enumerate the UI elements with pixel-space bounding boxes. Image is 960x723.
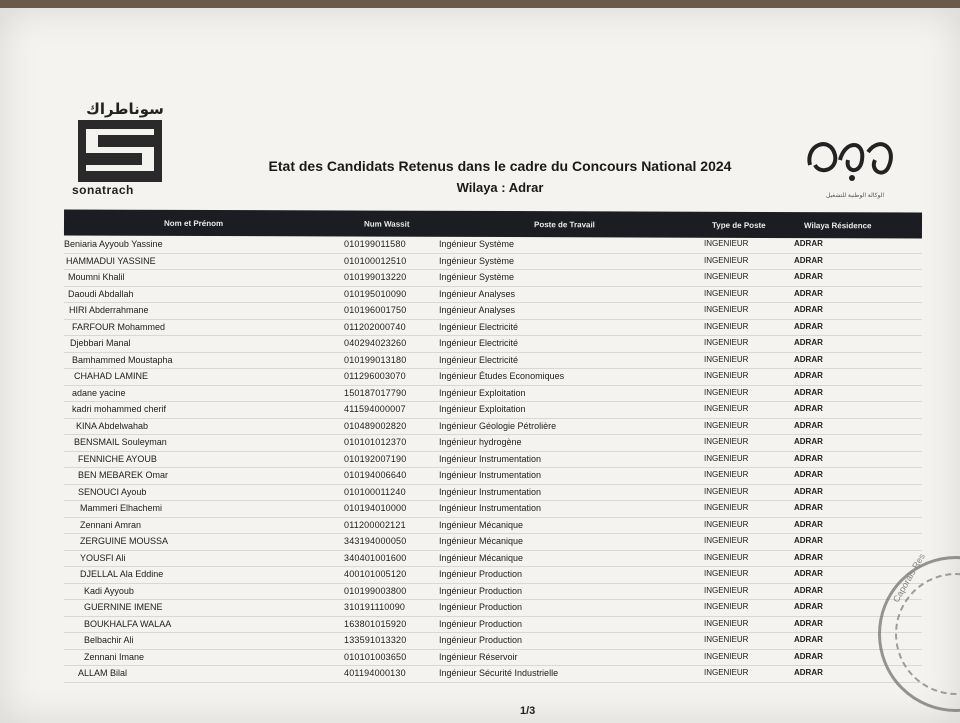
cell-num-wassit: 010199013180 — [344, 354, 407, 365]
cell-type-poste: INGENIEUR — [704, 503, 749, 512]
table-row — [64, 402, 922, 419]
cell-wilaya: ADRAR — [794, 371, 823, 380]
cell-type-poste: INGENIEUR — [704, 651, 749, 661]
header-nom-prenom: Nom et Prénom — [163, 218, 224, 229]
sonatrach-logo — [72, 100, 168, 200]
candidates-table — [64, 211, 922, 683]
cell-name: DJELLAL Ala Eddine — [80, 569, 164, 579]
cell-wilaya: ADRAR — [794, 651, 823, 661]
cell-num-wassit: 010196001750 — [344, 305, 407, 315]
cell-num-wassit: 400101005120 — [344, 569, 407, 579]
cell-num-wassit: 010194010000 — [344, 503, 407, 513]
header-wilaya: Wilaya Résidence — [803, 221, 872, 231]
cell-poste: Ingénieur Sécurité Industrielle — [439, 668, 559, 678]
cell-num-wassit: 010100012510 — [344, 255, 407, 266]
cell-num-wassit: 010199011580 — [344, 239, 406, 249]
cell-type-poste: INGENIEUR — [704, 618, 749, 628]
cell-poste: Ingénieur Exploitation — [439, 404, 526, 414]
cell-name: KINA Abdelwahab — [76, 420, 149, 431]
table-row — [64, 369, 922, 386]
cell-type-poste: INGENIEUR — [704, 288, 749, 298]
cell-poste: Ingénieur Mécanique — [439, 552, 524, 563]
title-line-2: Wilaya : Adrar — [456, 180, 544, 195]
cell-type-poste: INGENIEUR — [704, 338, 749, 347]
table-row — [64, 600, 922, 617]
cell-name: YOUSFI Ali — [80, 552, 126, 563]
cell-poste: Ingénieur Études Economiques — [439, 371, 565, 381]
cell-poste: Ingénieur Instrumentation — [439, 470, 542, 480]
cell-num-wassit: 010489002820 — [344, 420, 407, 431]
cell-poste: Ingénieur Réservoir — [439, 651, 518, 662]
cell-poste: Ingénieur Instrumentation — [439, 486, 542, 497]
sonatrach-emblem-icon — [78, 120, 162, 182]
cell-wilaya: ADRAR — [794, 239, 823, 248]
cell-num-wassit: 010194006640 — [344, 470, 407, 480]
table-row — [64, 633, 922, 650]
cell-wilaya: ADRAR — [794, 602, 823, 611]
cell-poste: Ingénieur Electricité — [439, 338, 519, 348]
cell-type-poste: INGENIEUR — [704, 552, 749, 562]
cell-name: Beniaria Ayyoub Yassine — [64, 239, 163, 249]
cell-name: adane yacine — [72, 387, 126, 398]
header-poste: Poste de Travail — [533, 220, 595, 230]
cell-poste: Ingénieur Analyses — [439, 305, 516, 315]
cell-type-poste: INGENIEUR — [704, 536, 749, 545]
cell-name: GUERNINE IMENE — [84, 602, 163, 612]
cell-wilaya: ADRAR — [794, 437, 823, 446]
table-row — [64, 320, 922, 337]
cell-name: Kadi Ayyoub — [84, 585, 134, 596]
cell-name: SENOUCI Ayoub — [78, 486, 147, 497]
table-row — [64, 534, 922, 551]
cell-num-wassit: 310191110090 — [344, 602, 406, 612]
cell-name: Belbachir Ali — [84, 635, 134, 645]
table-row — [64, 551, 922, 568]
cell-poste: Ingénieur Système — [439, 255, 515, 266]
cell-name: Mammeri Elhachemi — [80, 503, 163, 513]
cell-poste: Ingénieur Production — [439, 569, 523, 579]
cell-type-poste: INGENIEUR — [704, 569, 749, 578]
cell-name: Moumni Khalil — [68, 272, 125, 282]
table-row — [64, 435, 922, 452]
cell-type-poste: INGENIEUR — [704, 437, 749, 446]
cell-name: ALLAM Bilal — [78, 668, 128, 678]
cell-poste: Ingénieur Système — [439, 239, 515, 249]
cell-type-poste: INGENIEUR — [704, 387, 749, 397]
cell-wilaya: ADRAR — [794, 272, 823, 281]
cell-wilaya: ADRAR — [794, 420, 823, 430]
cell-num-wassit: 010195010090 — [344, 288, 407, 299]
header-type-poste: Type de Poste — [711, 220, 766, 230]
cell-poste: Ingénieur Exploitation — [439, 387, 526, 398]
cell-type-poste: INGENIEUR — [704, 486, 749, 496]
cell-type-poste: INGENIEUR — [704, 420, 749, 430]
cell-type-poste: INGENIEUR — [704, 354, 749, 364]
cell-wilaya: ADRAR — [794, 536, 823, 545]
table-row — [64, 287, 922, 304]
cell-type-poste: INGENIEUR — [704, 305, 749, 314]
cell-name: FARFOUR Mohammed — [72, 321, 166, 332]
cell-poste: Ingénieur Production — [439, 618, 523, 629]
cell-num-wassit: 163801015920 — [344, 618, 407, 629]
cell-wilaya: ADRAR — [794, 387, 823, 397]
cell-poste: Ingénieur Système — [439, 272, 515, 282]
table-row — [64, 518, 922, 535]
cell-wilaya: ADRAR — [794, 404, 823, 413]
cell-wilaya: ADRAR — [794, 552, 823, 562]
cell-wilaya: ADRAR — [794, 569, 823, 578]
table-row — [64, 254, 922, 271]
cell-type-poste: INGENIEUR — [704, 272, 749, 281]
cell-name: BOUKHALFA WALAA — [84, 618, 172, 629]
table-row — [64, 501, 922, 518]
table-row — [64, 617, 922, 634]
cell-name: Zennani Amran — [80, 519, 142, 530]
cell-type-poste: INGENIEUR — [704, 371, 749, 380]
cell-num-wassit: 401194000130 — [344, 668, 406, 678]
sonatrach-brand: sonatrach — [72, 183, 134, 197]
table-row — [64, 237, 922, 254]
cell-name: FENNICHE AYOUB — [78, 453, 157, 464]
cell-wilaya: ADRAR — [794, 288, 823, 298]
table-row — [64, 567, 922, 584]
cell-name: ZERGUINE MOUSSA — [80, 536, 169, 546]
cell-name: Bamhammed Moustapha — [72, 354, 173, 365]
cell-num-wassit: 150187017790 — [344, 387, 407, 398]
cell-type-poste: INGENIEUR — [704, 453, 749, 463]
cell-wilaya: ADRAR — [794, 618, 823, 628]
table-row — [64, 485, 922, 502]
cell-type-poste: INGENIEUR — [704, 255, 749, 265]
table-row — [64, 386, 922, 403]
cell-num-wassit: 010100011240 — [344, 486, 406, 497]
cell-type-poste: INGENIEUR — [704, 668, 749, 677]
cell-wilaya: ADRAR — [794, 503, 823, 512]
cell-poste: Ingénieur Analyses — [439, 288, 516, 299]
cell-wilaya: ADRAR — [794, 486, 823, 496]
cell-type-poste: INGENIEUR — [704, 519, 749, 529]
cell-num-wassit: 010199003800 — [344, 585, 407, 596]
cell-num-wassit: 040294023260 — [344, 338, 407, 348]
cell-num-wassit: 011200002121 — [344, 519, 406, 530]
cell-num-wassit: 343194000050 — [344, 536, 407, 546]
cell-type-poste: INGENIEUR — [704, 470, 749, 479]
cell-wilaya: ADRAR — [794, 453, 823, 463]
cell-name: Daoudi Abdallah — [68, 288, 134, 299]
cell-num-wassit: 010192007190 — [344, 453, 407, 464]
table-row — [64, 270, 922, 287]
cell-poste: Ingénieur Electricité — [439, 321, 519, 332]
cell-num-wassit: 340401001600 — [344, 552, 407, 563]
cell-name: HAMMADUI YASSINE — [66, 255, 156, 266]
cell-num-wassit: 011296003070 — [344, 371, 406, 381]
cell-poste: Ingénieur hydrogène — [439, 437, 522, 447]
table-row — [64, 452, 922, 469]
cell-poste: Ingénieur Electricité — [439, 354, 519, 365]
cell-wilaya: ADRAR — [794, 305, 823, 314]
cell-num-wassit: 411594000007 — [344, 404, 406, 414]
cell-poste: Ingénieur Production — [439, 585, 523, 596]
cell-num-wassit: 010101012370 — [344, 437, 407, 447]
cell-poste: Ingénieur Production — [439, 602, 523, 612]
stamp-text: Caporals Res — [891, 551, 927, 604]
table-row — [64, 353, 922, 370]
cell-name: CHAHAD LAMINE — [74, 371, 149, 381]
cell-wilaya: ADRAR — [794, 338, 823, 347]
agency-caption: الوكالة الوطنية للتشغيل — [825, 193, 885, 199]
cell-wilaya: ADRAR — [794, 668, 823, 677]
document-page — [0, 8, 960, 723]
cell-poste: Ingénieur Géologie Pétrolière — [439, 420, 557, 431]
table-row — [64, 303, 922, 320]
cell-name: kadri mohammed cherif — [72, 404, 167, 414]
cell-wilaya: ADRAR — [794, 255, 823, 265]
agency-calligraphy-icon — [800, 130, 900, 185]
cell-poste: Ingénieur Instrumentation — [439, 453, 542, 464]
agency-logo — [800, 130, 910, 210]
cell-type-poste: INGENIEUR — [704, 602, 749, 611]
cell-type-poste: INGENIEUR — [704, 321, 749, 331]
cell-wilaya: ADRAR — [794, 519, 823, 529]
cell-wilaya: ADRAR — [794, 321, 823, 331]
table-row — [64, 584, 922, 601]
table-row — [64, 468, 922, 485]
cell-wilaya: ADRAR — [794, 635, 823, 644]
cell-num-wassit: 010199013220 — [344, 272, 407, 282]
cell-poste: Ingénieur Mécanique — [439, 536, 524, 546]
cell-name: Djebbari Manal — [70, 338, 131, 348]
cell-name: Zennani Imane — [84, 651, 145, 662]
cell-num-wassit: 133591013320 — [344, 635, 407, 645]
cell-type-poste: INGENIEUR — [704, 585, 749, 595]
table-row — [64, 336, 922, 353]
table-header — [64, 210, 922, 239]
table-row — [64, 650, 922, 667]
header-num-wassit: Num Wassit — [363, 219, 410, 229]
cell-name: BEN MEBAREK Omar — [78, 470, 169, 480]
cell-type-poste: INGENIEUR — [704, 635, 749, 644]
cell-wilaya: ADRAR — [794, 354, 823, 364]
table-row — [64, 419, 922, 436]
sonatrach-arabic-name: سوناطراك — [86, 100, 164, 118]
table-row — [64, 666, 922, 683]
title-line-1: Etat des Candidats Retenus dans le cadre du Concours National 2024 — [268, 158, 732, 174]
cell-num-wassit: 010101003650 — [344, 651, 407, 662]
cell-poste: Ingénieur Production — [439, 635, 523, 645]
table-body — [64, 237, 922, 683]
cell-poste: Ingénieur Instrumentation — [439, 503, 542, 513]
cell-wilaya: ADRAR — [794, 470, 823, 479]
document-title — [210, 158, 790, 195]
cell-type-poste: INGENIEUR — [704, 239, 749, 248]
cell-poste: Ingénieur Mécanique — [439, 519, 524, 530]
cell-name: BENSMAIL Souleyman — [74, 437, 167, 447]
cell-name: HIRI Abderrahmane — [69, 305, 149, 315]
cell-wilaya: ADRAR — [794, 585, 823, 595]
page-number: 1/3 — [520, 705, 536, 717]
cell-num-wassit: 011202000740 — [344, 321, 406, 332]
cell-type-poste: INGENIEUR — [704, 404, 749, 413]
